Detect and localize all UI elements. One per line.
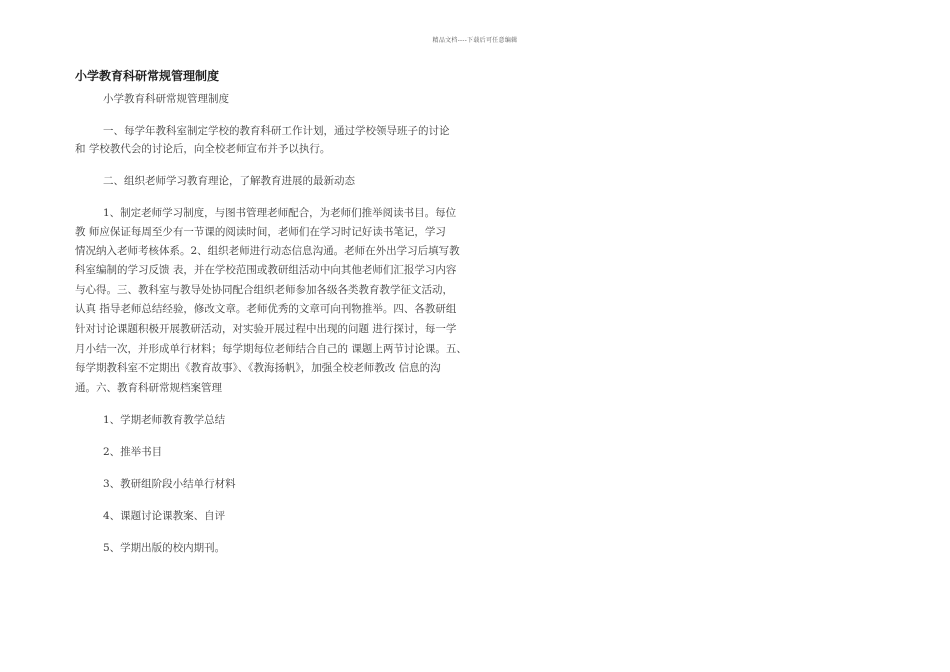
list-item: 2、推举书目 bbox=[103, 446, 163, 458]
paragraph-line: 通。六、教育科研常规档案管理 bbox=[75, 382, 222, 394]
list-item: 4、课题讨论课教案、自评 bbox=[103, 510, 226, 522]
subtitle-line: 小学教育科研常规管理制度 bbox=[103, 93, 229, 105]
paragraph-line: 认真 指导老师总结经验，修改文章。老师优秀的文章可向刊物推举。四、各教研组 bbox=[75, 303, 457, 315]
document-title: 小学教育科研常规管理制度 bbox=[75, 69, 220, 83]
paragraph-line: 1、制定老师学习制度，与图书管理老师配合，为老师们推举阅读书目。每位 bbox=[103, 207, 457, 219]
list-item: 3、教研组阶段小结单行材料 bbox=[103, 478, 236, 490]
paragraph-line: 一、每学年教科室制定学校的教育科研工作计划，通过学校领导班子的讨论 bbox=[103, 125, 450, 137]
paragraph-line: 科室编制的学习反馈 表，并在学校范围或教研组活动中向其他老师们汇报学习内容 bbox=[75, 264, 457, 276]
paragraph-line: 每学期教科室不定期出《教育故事》、《教海扬帆》，加强全校老师教改 信息的沟 bbox=[75, 362, 441, 374]
paragraph-line: 教 师应保证每周至少有一节课的阅读时间，老师们在学习时记好读书笔记，学习 bbox=[75, 226, 446, 238]
paragraph-line: 和 学校教代会的讨论后，向全校老师宣布并予以执行。 bbox=[75, 143, 331, 155]
paragraph-line: 情况纳入老师考核体系。2、组织老师进行动态信息沟通。老师在外出学习后填写教 bbox=[75, 245, 460, 257]
paragraph-line: 针对讨论课题积极开展教研活动，对实验开展过程中出现的问题 进行探讨，每一学 bbox=[75, 323, 457, 335]
page-header-note: 精品文档----下载后可任意编辑 bbox=[432, 37, 518, 44]
paragraph-line: 月小结一次，并形成单行材料；每学期每位老师结合自己的 课题上两节讨论课。五、 bbox=[75, 343, 467, 355]
list-item: 5、学期出版的校内期刊。 bbox=[103, 542, 226, 554]
paragraph-line: 与心得。三、教科室与教导处协同配合组织老师参加各级各类教育教学征文活动， bbox=[75, 284, 453, 296]
list-item: 1、学期老师教育教学总结 bbox=[103, 414, 226, 426]
paragraph-line: 二、组织老师学习教育理论，了解教育进展的最新动态 bbox=[103, 175, 355, 187]
